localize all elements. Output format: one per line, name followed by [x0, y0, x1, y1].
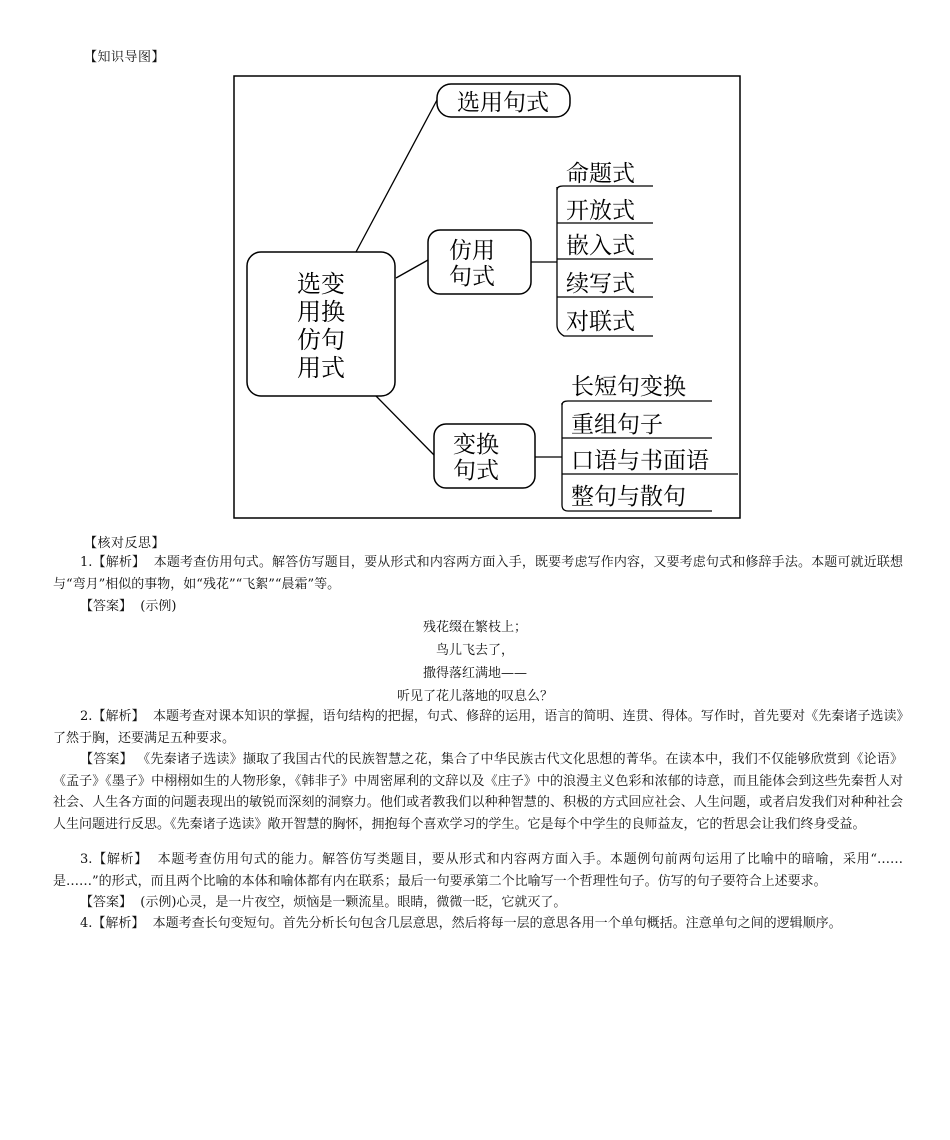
q1-answer-text: (示例)	[140, 599, 177, 614]
review-heading: 【核对反思】	[84, 536, 166, 551]
q1-analysis-label: 1.【解析】	[80, 555, 146, 570]
imitate-item-5: 对联式	[566, 309, 635, 335]
q3-analysis	[53, 849, 903, 892]
q3-analysis-text: 本题考查仿用句式的能力。解答仿写类题目，要从形式和内容两方面入手。本题例句前两句运用了比喻中的暗喻，采用“……是……”的形式，而且两个比喻的本体和喻体都有内在联系；最后一句要承第二个比喻写一个哲理性句子。仿写的句子要符合上述要求。	[53, 852, 903, 889]
branch-imitate-label-line-1: 仿用	[449, 238, 495, 264]
transform-item-4: 整句与散句	[571, 484, 686, 510]
q4-analysis-label: 4.【解析】	[80, 916, 145, 931]
q1-poem-line: 鸟儿飞去了，	[435, 643, 514, 658]
branch-transform-label-line-2: 句式	[453, 458, 499, 484]
imitate-item-3: 嵌入式	[566, 233, 635, 259]
connector-select	[356, 100, 437, 252]
q2-answer	[53, 749, 903, 835]
center-label-line-1: 选变	[297, 270, 345, 298]
center-label-line-3: 仿句	[297, 326, 345, 354]
q1-answer	[53, 596, 903, 618]
q1-analysis	[53, 552, 903, 595]
q4-analysis	[53, 913, 903, 935]
q2-answer-text: 《先秦诸子选读》撷取了我国古代的民族智慧之花，集合了中华民族古代文化思想的菁华。在读本中，我们不仅能够欣赏到《论语》《孟子》《墨子》中栩栩如生的人物形象，《韩非子》中周密犀利的文辞以及《庄子》中的浪漫主义色彩和浓郁的诗意，而且能体会到这些先秦哲人对社会、人生各方面的问题表现出的敏锐而深刻的洞察力。他们或者教我们以种种智慧的、积极的方式回应社会、人生问题，或者启发我们对种种社会人生问题进行反思。《先秦诸子选读》敞开智慧的胸怀，拥抱每个喜欢学习的学生。它是每个中学生的良师益友，它的哲思会让我们终身受益。	[53, 752, 903, 832]
imitate-item-2: 开放式	[566, 198, 635, 224]
imitate-item-4: 续写式	[566, 271, 635, 297]
knowledge-mindmap	[0, 0, 950, 530]
connector-transform	[376, 396, 434, 455]
branch-imitate-label-line-2: 句式	[449, 264, 495, 290]
q1-poem-line: 听见了花儿落地的叹息么？	[396, 689, 553, 704]
q3-analysis-label: 3.【解析】	[80, 852, 148, 867]
branch-transform-label-line-1: 变换	[453, 432, 499, 458]
knowledge-map-heading: 【知识导图】	[84, 50, 166, 65]
q1-poem-line: 撒得落红满地——	[422, 666, 527, 681]
q1-poem-line: 残花缀在繁枝上；	[422, 620, 527, 635]
q1-analysis-text: 本题考查仿用句式。解答仿写题目，要从形式和内容两方面入手，既要考虑写作内容，又要考虑句式和修辞手法。本题可就近联想与“弯月”相似的事物，如“残花”“飞絮”“晨霜”等。	[53, 555, 903, 592]
q3-answer	[53, 892, 903, 914]
q2-analysis-label: 2.【解析】	[80, 709, 145, 724]
imitate-item-1: 命题式	[566, 161, 635, 187]
center-label-line-2: 用换	[297, 298, 345, 326]
transform-item-1: 长短句变换	[571, 374, 686, 400]
q3-answer-text: (示例)心灵，是一片夜空，烦恼是一颗流星。眼睛，微微一眨，它就灭了。	[140, 895, 567, 910]
q4-analysis-text: 本题考查长句变短句。首先分析长句包含几层意思，然后将每一层的意思各用一个单句概括。注意单句之间的逻辑顺序。	[152, 916, 842, 931]
q2-analysis-text: 本题考查对课本知识的掌握，语句结构的把握，句式、修辞的运用，语言的简明、连贯、得体。写作时，首先要对《先秦诸子选读》了然于胸，还要满足五种要求。	[53, 709, 903, 746]
center-label-line-4: 用式	[297, 354, 345, 382]
q3-answer-label: 【答案】	[80, 895, 133, 910]
transform-item-2: 重组句子	[571, 412, 663, 438]
transform-item-3: 口语与书面语	[571, 448, 709, 474]
q1-answer-label: 【答案】	[80, 599, 133, 614]
branch-select-label: 选用句式	[457, 90, 549, 116]
q2-answer-label: 【答案】	[80, 752, 133, 767]
q2-analysis	[53, 706, 903, 749]
connector-imitate	[396, 260, 428, 278]
